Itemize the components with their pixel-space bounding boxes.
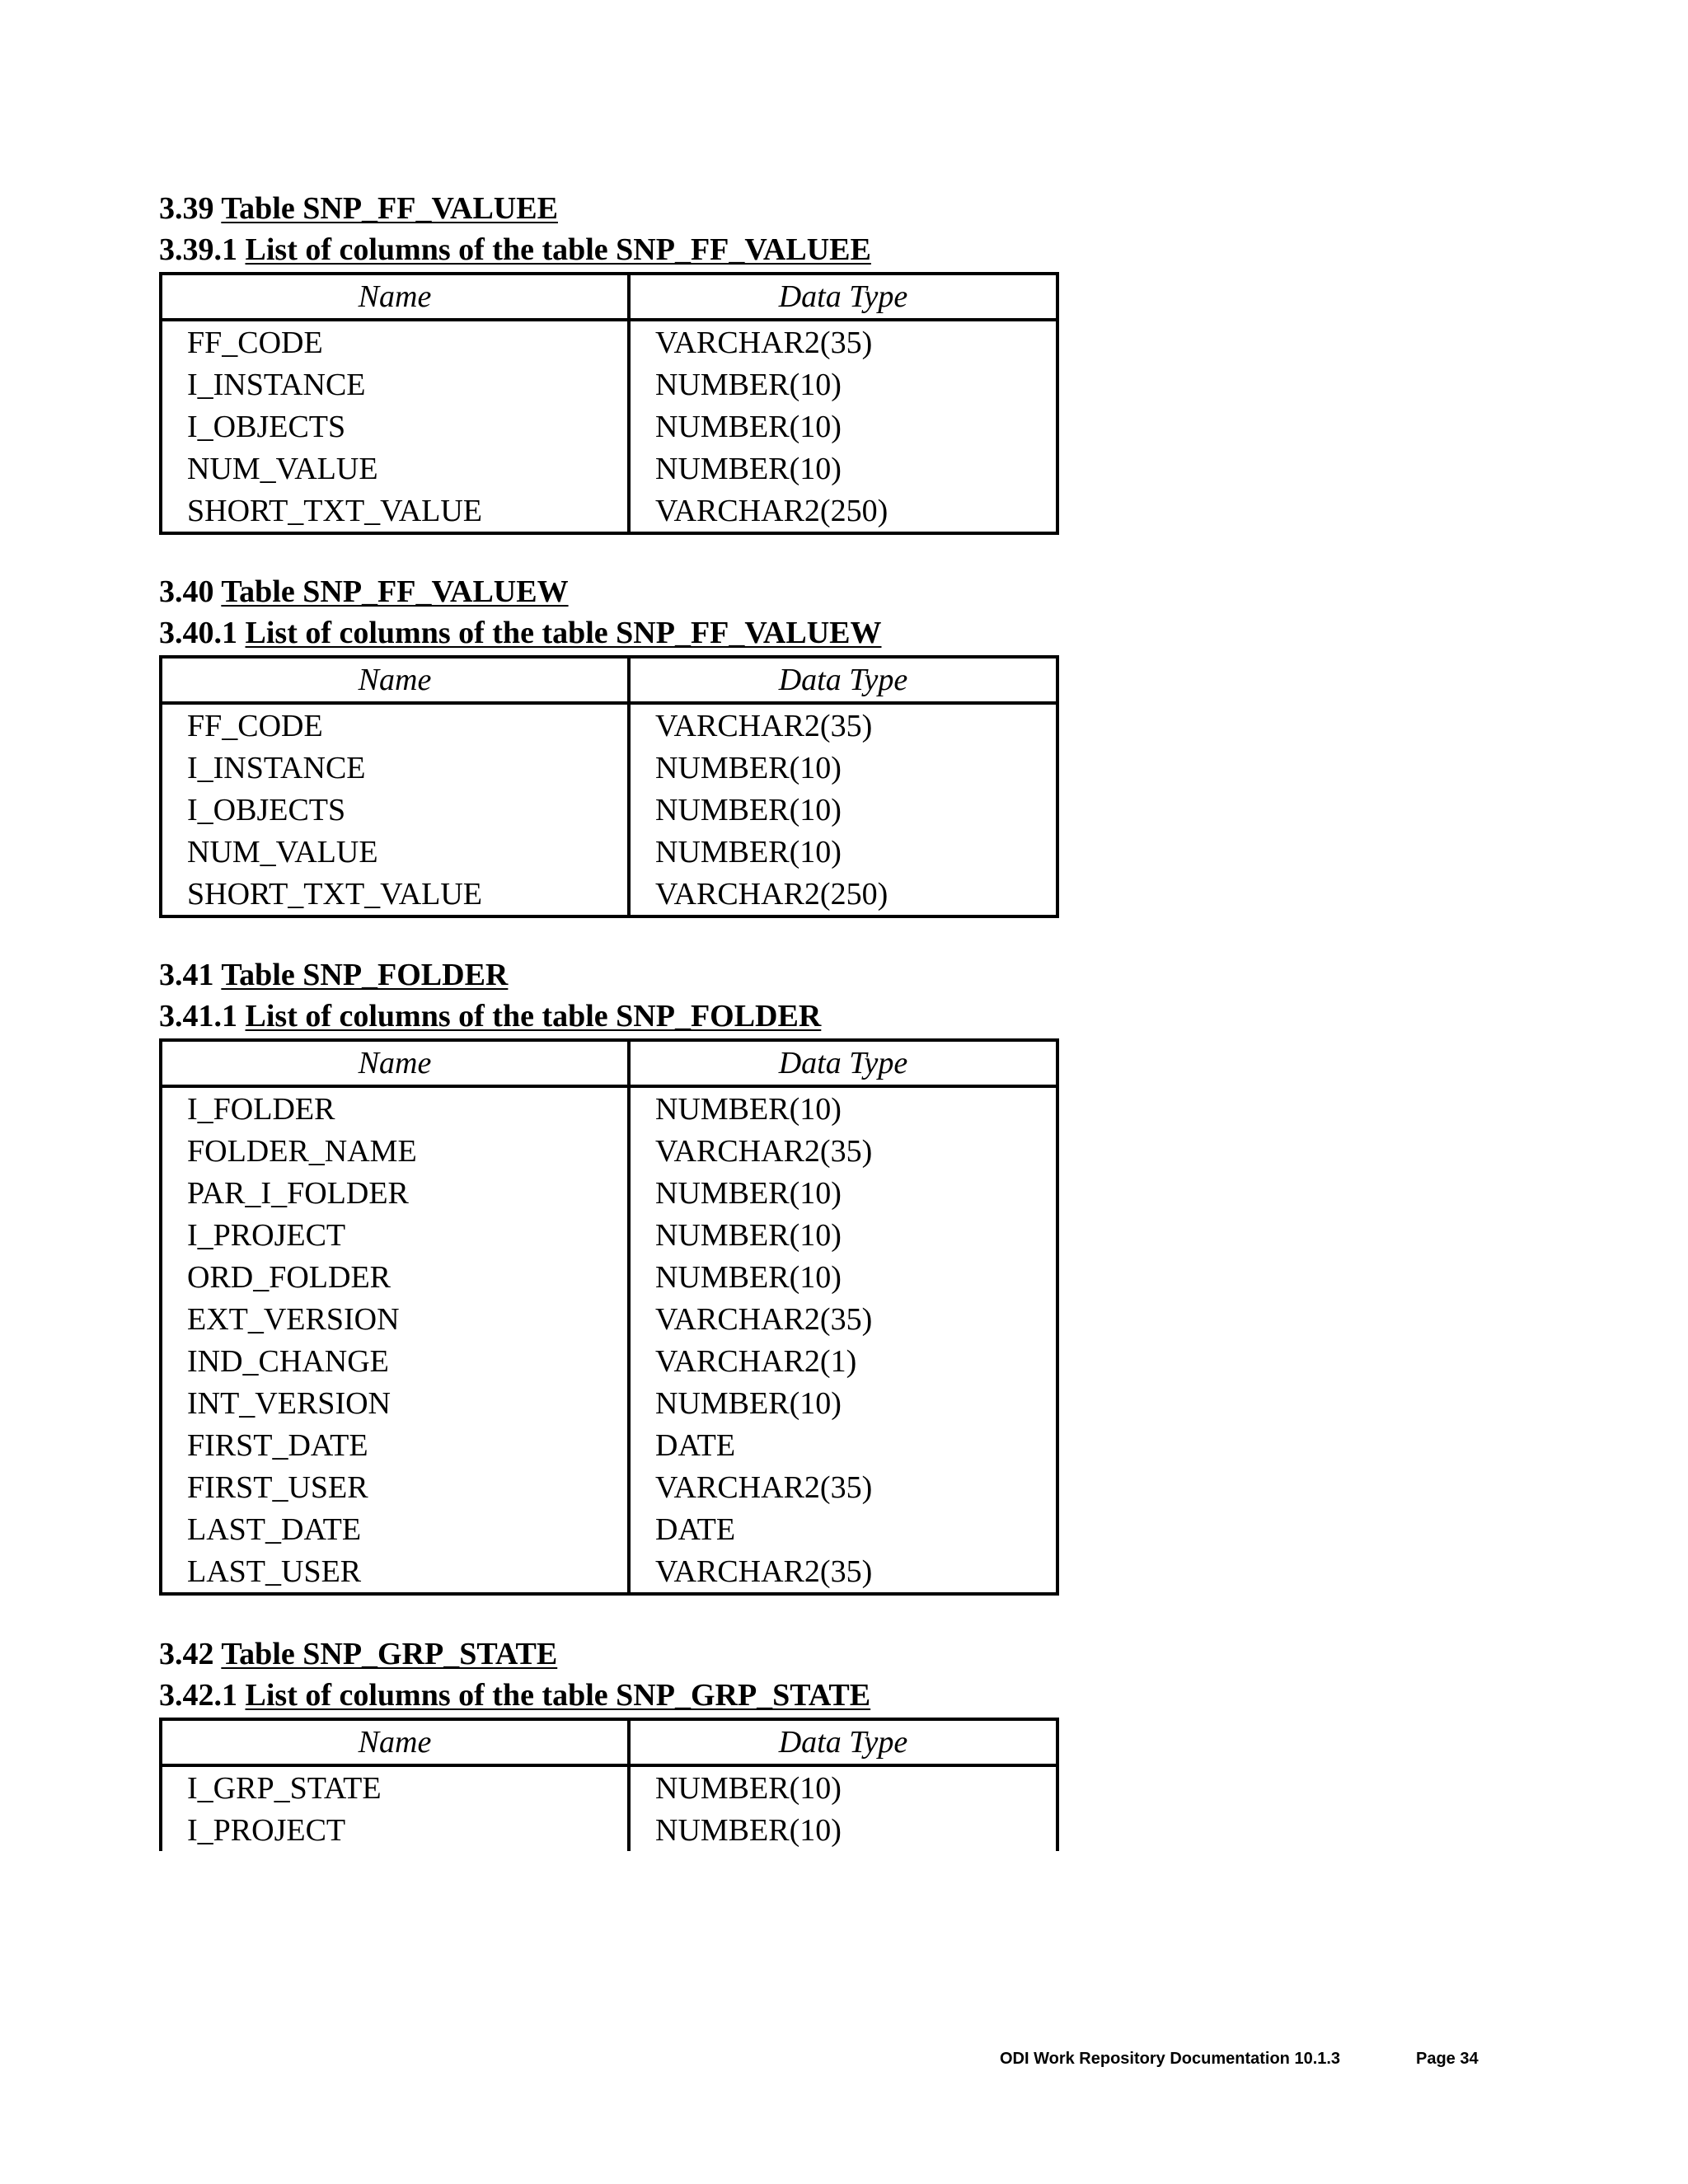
- columns-table: [159, 1718, 1059, 1851]
- table-row: [161, 873, 1057, 916]
- columns-table: [159, 1038, 1059, 1596]
- section-title: Table SNP_FF_VALUEW: [221, 574, 569, 609]
- header-data-type: Data Type: [629, 1040, 1057, 1086]
- cell-data-type: NUMBER(10): [655, 1091, 842, 1127]
- subsection-number: 3.41.1: [159, 999, 237, 1033]
- section-title: Table SNP_FF_VALUEE: [221, 191, 558, 226]
- table-row: [161, 703, 1057, 747]
- cell-name: I_PROJECT: [161, 1214, 629, 1256]
- table-row: [161, 405, 1057, 448]
- subsection-title: List of columns of the table SNP_FF_VALUEE: [245, 232, 871, 267]
- subsection-number: 3.40.1: [159, 616, 237, 650]
- table-row: [161, 1130, 1057, 1172]
- cell-name: IND_CHANGE: [161, 1340, 629, 1382]
- section-3-42: [159, 1633, 1066, 1851]
- subsection-number: 3.42.1: [159, 1678, 237, 1713]
- table-row: [161, 1256, 1057, 1298]
- section-heading: [159, 954, 1066, 996]
- cell-data-type: VARCHAR2(35): [655, 1469, 873, 1505]
- header-name: Name: [161, 1040, 629, 1086]
- table-row: [161, 1424, 1057, 1466]
- section-3-40: [159, 571, 1066, 918]
- cell-name: I_GRP_STATE: [161, 1765, 629, 1809]
- table-row: [161, 1298, 1057, 1340]
- cell-name: INT_VERSION: [161, 1382, 629, 1424]
- cell-data-type: NUMBER(10): [655, 1217, 842, 1253]
- header-data-type: Data Type: [629, 657, 1057, 703]
- cell-data-type: VARCHAR2(35): [655, 325, 873, 360]
- cell-data-type: NUMBER(10): [655, 1175, 842, 1211]
- cell-name: FOLDER_NAME: [161, 1130, 629, 1172]
- header-name: Name: [161, 1719, 629, 1765]
- section-heading: [159, 188, 1066, 229]
- cell-name: ORD_FOLDER: [161, 1256, 629, 1298]
- section-number: 3.42: [159, 1637, 214, 1671]
- header-name: Name: [161, 274, 629, 320]
- table-row: [161, 1508, 1057, 1550]
- cell-name: PAR_I_FOLDER: [161, 1172, 629, 1214]
- cell-name: FIRST_USER: [161, 1466, 629, 1508]
- cell-data-type: VARCHAR2(35): [655, 1554, 873, 1589]
- cell-name: FIRST_DATE: [161, 1424, 629, 1466]
- columns-table: [159, 272, 1059, 535]
- subsection-heading: [159, 229, 1066, 270]
- table-row: [161, 1550, 1057, 1594]
- cell-data-type: VARCHAR2(35): [655, 1301, 873, 1337]
- cell-data-type: NUMBER(10): [655, 1259, 842, 1295]
- cell-data-type: VARCHAR2(35): [655, 708, 873, 743]
- table-row: [161, 1214, 1057, 1256]
- cell-name: I_PROJECT: [161, 1809, 629, 1851]
- table-header-row: [161, 1719, 1057, 1765]
- cell-name: NUM_VALUE: [161, 831, 629, 873]
- table-row: [161, 831, 1057, 873]
- header-data-type: Data Type: [629, 274, 1057, 320]
- cell-data-type: NUMBER(10): [655, 1770, 842, 1806]
- cell-name: SHORT_TXT_VALUE: [161, 873, 629, 916]
- cell-data-type: NUMBER(10): [655, 834, 842, 869]
- subsection-title: List of columns of the table SNP_FF_VALUEW: [245, 616, 882, 650]
- section-title: Table SNP_GRP_STATE: [221, 1637, 558, 1671]
- header-data-type: Data Type: [629, 1719, 1057, 1765]
- table-row: [161, 1809, 1057, 1851]
- cell-data-type: VARCHAR2(35): [655, 1133, 873, 1169]
- section-3-39: [159, 188, 1066, 535]
- section-title: Table SNP_FOLDER: [221, 958, 509, 992]
- cell-data-type: DATE: [655, 1511, 736, 1547]
- cell-name: I_INSTANCE: [161, 747, 629, 789]
- section-number: 3.40: [159, 574, 214, 609]
- table-row: [161, 1382, 1057, 1424]
- cell-name: EXT_VERSION: [161, 1298, 629, 1340]
- section-number: 3.39: [159, 191, 214, 226]
- table-header-row: [161, 274, 1057, 320]
- table-row: [161, 1086, 1057, 1130]
- table-row: [161, 1466, 1057, 1508]
- cell-name: NUM_VALUE: [161, 448, 629, 490]
- cell-name: I_OBJECTS: [161, 405, 629, 448]
- columns-table: [159, 655, 1059, 918]
- table-row: [161, 1765, 1057, 1809]
- subsection-title: List of columns of the table SNP_FOLDER: [245, 999, 822, 1033]
- cell-data-type: VARCHAR2(250): [655, 493, 889, 528]
- table-row: [161, 789, 1057, 831]
- cell-data-type: NUMBER(10): [655, 792, 842, 827]
- table-row: [161, 747, 1057, 789]
- cell-name: SHORT_TXT_VALUE: [161, 490, 629, 533]
- cell-name: LAST_DATE: [161, 1508, 629, 1550]
- table-row: [161, 448, 1057, 490]
- header-name: Name: [161, 657, 629, 703]
- cell-name: FF_CODE: [161, 320, 629, 363]
- cell-data-type: NUMBER(10): [655, 1812, 842, 1848]
- cell-data-type: NUMBER(10): [655, 367, 842, 402]
- cell-data-type: VARCHAR2(250): [655, 876, 889, 912]
- subsection-heading: [159, 1675, 1066, 1716]
- table-header-row: [161, 1040, 1057, 1086]
- cell-data-type: NUMBER(10): [655, 409, 842, 444]
- section-number: 3.41: [159, 958, 214, 992]
- cell-data-type: NUMBER(10): [655, 1385, 842, 1421]
- table-header-row: [161, 657, 1057, 703]
- table-row: [161, 320, 1057, 363]
- cell-data-type: VARCHAR2(1): [655, 1343, 857, 1379]
- subsection-heading: [159, 996, 1066, 1037]
- subsection-title: List of columns of the table SNP_GRP_STATE: [245, 1678, 871, 1713]
- table-row: [161, 1172, 1057, 1214]
- table-row: [161, 490, 1057, 533]
- cell-name: I_FOLDER: [161, 1086, 629, 1130]
- cell-name: I_OBJECTS: [161, 789, 629, 831]
- section-heading: [159, 571, 1066, 612]
- cell-name: I_INSTANCE: [161, 363, 629, 405]
- cell-name: LAST_USER: [161, 1550, 629, 1594]
- footer-doc-title: ODI Work Repository Documentation 10.1.3: [1000, 2050, 1341, 2068]
- table-row: [161, 363, 1057, 405]
- footer-page-number: Page 34: [1416, 2050, 1479, 2068]
- table-row: [161, 1340, 1057, 1382]
- section-heading: [159, 1633, 1066, 1675]
- cell-data-type: NUMBER(10): [655, 750, 842, 785]
- subsection-number: 3.39.1: [159, 232, 237, 267]
- subsection-heading: [159, 612, 1066, 654]
- cell-data-type: NUMBER(10): [655, 451, 842, 486]
- section-3-41: [159, 954, 1066, 1596]
- cell-name: FF_CODE: [161, 703, 629, 747]
- cell-data-type: DATE: [655, 1427, 736, 1463]
